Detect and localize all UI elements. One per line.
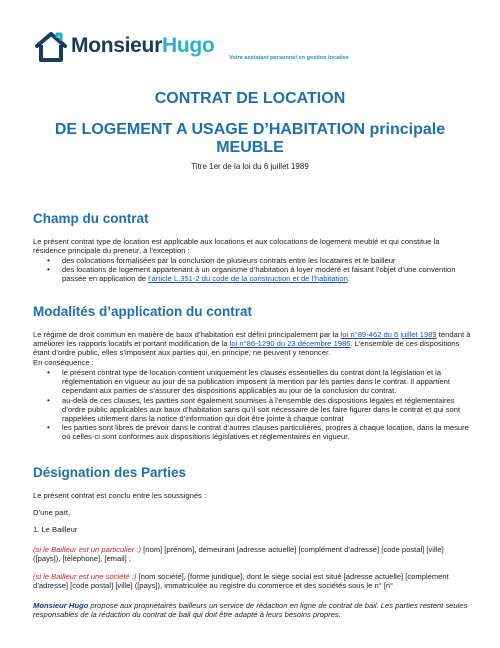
tagline: Votre assistant personnel en gestion locative [229,55,349,61]
house-outline-icon [33,30,69,64]
bailleur-particulier-clause [33,545,473,563]
section-heading-designation: Désignation des Parties [33,465,187,480]
section2-text-b: tendant à améliorer les rapports locatifs et portant modification de la [33,330,471,349]
section1-intro: Le présent contrat type de location est applicable aux locations et aux colocations de logement meublé et qui constitue la résidence principale du preneur, à l’exception : [33,237,440,256]
document-title-line2: DE LOGEMENT A USAGE D’HABITATION principale [54,121,446,138]
bailleur-heading: 1. Le Bailleur [33,525,78,534]
footer-text: propose aux propriétaires bailleurs un service de rédaction en ligne de contrat de bail. Les parties restent seules responsables de la rédaction du contrat de bail qui doit être adapté à leurs besoins propres. [33,601,468,620]
list-item [33,265,473,283]
section2-intro [33,330,473,358]
list-item: • des colocations formalisées par la conclusion de plusieurs contrats entre les locataires et le bailleur [33,256,473,265]
list-item: • au-delà de ces clauses, les parties sont également soumises à l’ensemble des dispositions légales et réglementaires d’ordre public applicables aux baux d’habitation sans qu’il soit nécessaire de les faire figurer dans le contrat et qui sont rappelées utilement dans la notice d’information qui doit être jointe à chaque contrat [33,396,473,424]
brand-name [71,34,214,58]
loi-89-462-link[interactable]: loi n°89-462 du 6 juillet 1989 [340,330,437,339]
societe-condition-label: (si le Bailleur est une société :) [33,572,137,581]
particulier-text: [nom] [prénom], demeurant [adresse actuelle] [complément d’adresse] [code postal] [ville] ([pays]), [téléphone], [email] ; [33,545,444,564]
document-title-line1: CONTRAT DE LOCATION [154,90,346,107]
list-item: • le présent contrat type de location contient uniquement les clauses essentielles du contrat dont la législation et la réglementation en vigueur au jour de sa publication imposent la mention par les parties dans le contrat. Il appartient cependant aux parties de s’assurer des dispositions applicables au jour de la conclusion du contrat. [33,368,473,396]
document-title-line3: MEUBLE [216,139,284,156]
document-title [0,121,500,157]
brand-name-part1: Monsieur [71,34,162,57]
document-subtitle: Titre 1er de la loi du 6 juillet 1989 [191,162,309,171]
societe-text: [nom société], [forme juridique], dont le siège social est situé [adresse actuelle] [complément d’adresse] [code postal] [ville] ([pays]), immatriculée au registre du commerce et des sociétés sous le n° [n° [33,572,449,591]
section2-text-a: Le régime de droit commun en matière de baux d’habitation est défini principalement par la [33,330,341,339]
footer-brand-name: Monsieur Hugo [33,601,89,610]
section1-bullet-list [33,256,473,284]
bailleur-societe-clause [33,572,473,590]
dune-part-text: D’une part, [33,508,71,517]
bullet-text-end: . [347,274,350,284]
article-l351-2-link[interactable]: l’article L.351-2 du code de la construction et de l’habitation [148,274,348,284]
loi-86-1290-link[interactable]: loi n°86-1290 du 23 décembre 1986 [229,339,351,349]
section-heading-champ: Champ du contrat [33,211,149,226]
brand-name-part2: Hugo [161,34,215,57]
section2-text-c: . L’ensemble de ces dispositions étant d’ordre public, elles s’imposent aux parties qui, en principe, ne peuvent y renoncer. [33,339,460,358]
section-heading-modalites: Modalités d’application du contrat [33,304,253,319]
section2-bullet-list [33,368,473,442]
particulier-condition-label: (si le Bailleur est un particulier :) [33,545,142,554]
monsieur-hugo-logo[interactable] [33,30,223,66]
section3-intro: Le présent contrat est conclu entre les soussignés : [33,491,207,500]
section2-consequence: En conséquence : [33,358,94,367]
bullet-text: des locations de logement appartenant à un organisme d’habitation à loyer modéré et faisant l’objet d’une convention passée en application de [62,265,456,284]
footer-disclaimer [33,601,473,619]
list-item: • les parties sont libres de prévoir dans le contrat d’autres clauses particulières, propres à chaque location, dans la mesure où celles-ci sont conformes aux dispositions législatives et réglementaires en vigueur. [33,423,473,441]
